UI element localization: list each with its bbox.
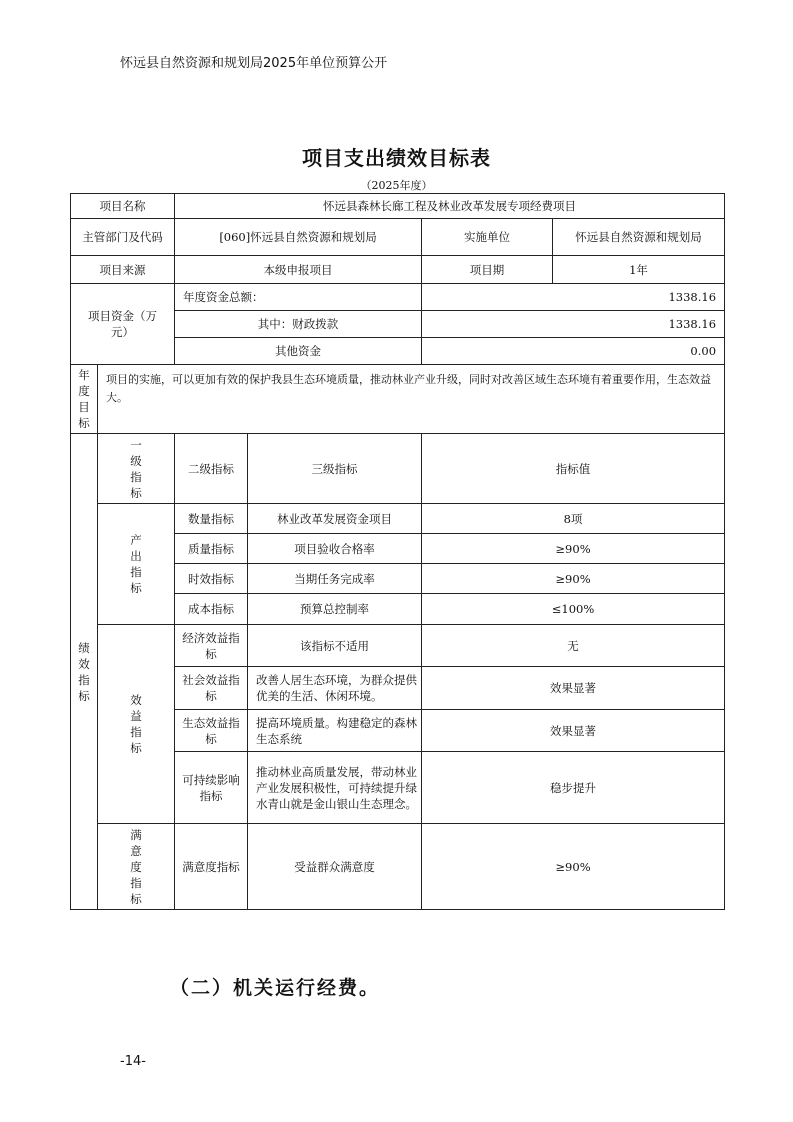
l3-cell: 推动林业高质量发展，带动林业产业发展积极性，可持续提升绿水青山就是金山银山生态理念。 bbox=[248, 752, 422, 824]
section-heading: （二）机关运行经费。 bbox=[170, 977, 381, 999]
source-label: 项目来源 bbox=[71, 256, 175, 284]
table-row bbox=[71, 504, 725, 534]
page-number: -14- bbox=[120, 1054, 146, 1069]
goal-text: 项目的实施，可以更加有效的保护我县生态环境质量，推动林业产业升级，同时对改善区域生态环境有着重要作用，生态效益大。 bbox=[98, 365, 725, 434]
fund-total-value: 1338.16 bbox=[422, 284, 725, 311]
col-header-value: 指标值 bbox=[422, 434, 725, 504]
project-name-label: 项目名称 bbox=[71, 194, 175, 219]
l2-cell: 经济效益指标 bbox=[175, 625, 248, 667]
l3-cell: 提高环境质量。构建稳定的森林生态系统 bbox=[248, 710, 422, 752]
l3-cell: 林业改革发展资金项目 bbox=[248, 504, 422, 534]
fund-other-label: 其他资金 bbox=[175, 338, 422, 365]
project-name-value: 怀远县森林长廊工程及林业改革发展专项经费项目 bbox=[175, 194, 725, 219]
fund-fiscal-label: 其中：财政拨款 bbox=[175, 311, 422, 338]
value-cell: ≥90% bbox=[422, 564, 725, 594]
table-row bbox=[71, 284, 725, 311]
value-cell: ≤100% bbox=[422, 594, 725, 625]
period-label: 项目期 bbox=[422, 256, 553, 284]
l3-cell: 预算总控制率 bbox=[248, 594, 422, 625]
value-cell: 8项 bbox=[422, 504, 725, 534]
l2-cell: 社会效益指标 bbox=[175, 667, 248, 710]
table-row bbox=[71, 194, 725, 219]
l3-cell: 项目验收合格率 bbox=[248, 534, 422, 564]
output-label: 产出指标 bbox=[98, 504, 175, 625]
value-cell: 稳步提升 bbox=[422, 752, 725, 824]
l3-cell: 当期任务完成率 bbox=[248, 564, 422, 594]
l3-cell: 受益群众满意度 bbox=[248, 824, 422, 910]
performance-table bbox=[70, 193, 725, 910]
dept-value: [060]怀远县自然资源和规划局 bbox=[175, 219, 422, 256]
col-header-l3: 三级指标 bbox=[248, 434, 422, 504]
fund-total-label: 年度资金总额： bbox=[175, 284, 422, 311]
value-cell: 效果显著 bbox=[422, 710, 725, 752]
l2-cell: 数量指标 bbox=[175, 504, 248, 534]
fund-label: 项目资金（万元） bbox=[71, 284, 175, 365]
benefit-label: 效益指标 bbox=[98, 625, 175, 824]
l2-cell: 生态效益指标 bbox=[175, 710, 248, 752]
page-header: 怀远县自然资源和规划局2025年单位预算公开 bbox=[120, 56, 388, 71]
impl-label: 实施单位 bbox=[422, 219, 553, 256]
l3-cell: 改善人居生态环境，为群众提供优美的生活、休闲环境。 bbox=[248, 667, 422, 710]
l2-cell: 满意度指标 bbox=[175, 824, 248, 910]
table-subtitle: （2025年度） bbox=[360, 179, 433, 192]
goal-label: 年度目标 bbox=[71, 365, 98, 434]
dept-label: 主管部门及代码 bbox=[71, 219, 175, 256]
satisfaction-label: 满意度指标 bbox=[98, 824, 175, 910]
table-row bbox=[71, 434, 725, 504]
value-cell: ≥90% bbox=[422, 534, 725, 564]
l3-cell: 该指标不适用 bbox=[248, 625, 422, 667]
fund-fiscal-value: 1338.16 bbox=[422, 311, 725, 338]
table-row bbox=[71, 824, 725, 910]
period-value: 1年 bbox=[553, 256, 725, 284]
table-row bbox=[71, 256, 725, 284]
l2-cell: 可持续影响指标 bbox=[175, 752, 248, 824]
table-title: 项目支出绩效目标表 bbox=[302, 146, 491, 170]
table-row bbox=[71, 365, 725, 434]
table-row bbox=[71, 625, 725, 667]
l2-cell: 质量指标 bbox=[175, 534, 248, 564]
value-cell: 无 bbox=[422, 625, 725, 667]
l2-cell: 时效指标 bbox=[175, 564, 248, 594]
col-header-l1: 一级指标 bbox=[98, 434, 175, 504]
fund-other-value: 0.00 bbox=[422, 338, 725, 365]
table-row bbox=[71, 219, 725, 256]
l2-cell: 成本指标 bbox=[175, 594, 248, 625]
source-value: 本级申报项目 bbox=[175, 256, 422, 284]
col-header-l2: 二级指标 bbox=[175, 434, 248, 504]
value-cell: ≥90% bbox=[422, 824, 725, 910]
perf-label: 绩效指标 bbox=[71, 434, 98, 910]
value-cell: 效果显著 bbox=[422, 667, 725, 710]
impl-value: 怀远县自然资源和规划局 bbox=[553, 219, 725, 256]
